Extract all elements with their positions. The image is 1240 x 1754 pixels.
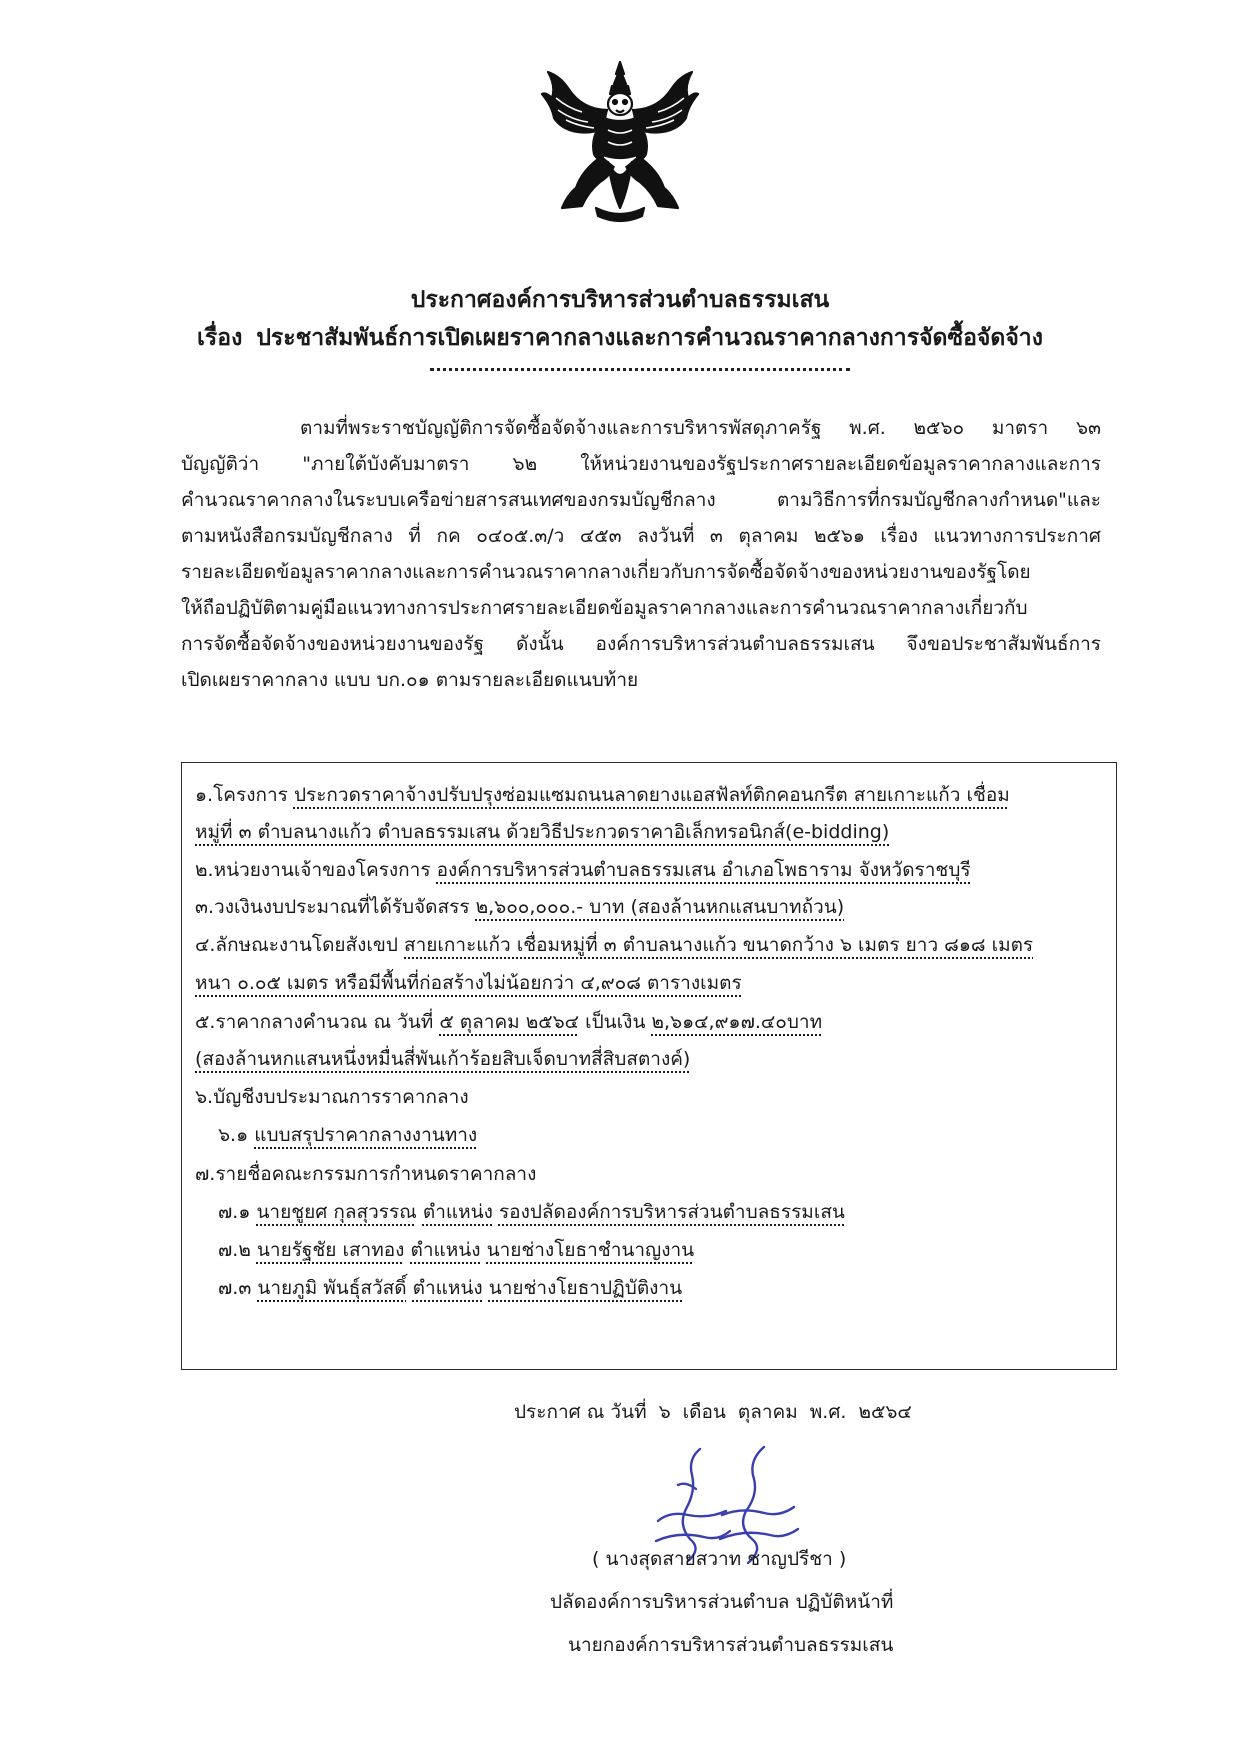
committee-label: ๗.รายชื่อคณะกรรมการกำหนดราคากลาง — [195, 1163, 537, 1185]
ref-1-value: แบบสรุปราคากลางงานทาง — [254, 1124, 478, 1146]
signer-position-1: ปลัดองค์การบริหารส่วนตำบล ปฏิบัติหน้าที่ — [550, 1591, 894, 1613]
announce-year: ๒๕๖๔ — [858, 1401, 912, 1423]
body-line: รายละเอียดข้อมูลราคากลางและการคำนวณราคากลางเกี่ยวกับการจัดซื้อจัดจ้างของหน่วยงานของรัฐโดย — [181, 561, 1031, 583]
member-position: รองปลัดองค์การบริหารส่วนตำบลธรรมเสน — [498, 1201, 845, 1223]
project-line-2: หมู่ที่ ๓ ตำบลนางแก้ว ตำบลธรรมเสน ด้วยวิธีประกวดราคาอิเล็กทรอนิกส์(e-bidding) — [195, 821, 890, 843]
ref-item — [195, 1082, 469, 1112]
member-num: ๗.๑ — [218, 1201, 251, 1223]
nature-line-1: สายเกาะแก้ว เชื่อมหมู่ที่ ๓ ตำบลนางแก้ว ขนาดกว้าง ๖ เมตร ยาว ๘๑๘ เมตร — [404, 934, 1034, 956]
project-item-cont — [195, 817, 889, 847]
member-name: นายชูยศ กุลสุวรรณ — [256, 1201, 417, 1223]
announcement-subject — [0, 320, 1240, 356]
project-item — [195, 780, 1010, 810]
price-amount-label: เป็นเงิน — [585, 1011, 646, 1033]
body-line: เปิดเผยราคากลาง แบบ บก.๐๑ ตามรายละเอียดแนบท้าย — [181, 669, 639, 691]
budget-label: ๓.วงเงินงบประมาณที่ได้รับจัดสรร — [195, 896, 470, 918]
garuda-emblem-icon — [538, 58, 702, 228]
price-amount: ๒,๖๑๔,๙๑๗.๔๐บาท — [651, 1011, 823, 1033]
announce-day: ๖ — [658, 1401, 671, 1423]
body-line: ให้ถือปฏิบัติตามคู่มือแนวทางการประกาศรายละเอียดข้อมูลราคากลางและการคำนวณราคากลางเกี่ยวกับ — [181, 597, 1028, 619]
price-words: (สองล้านหกแสนหนึ่งหมื่นสี่พันเก้าร้อยสิบเจ็ดบาทสี่สิบสตางค์) — [195, 1048, 691, 1070]
body-line: ตามที่พระราชบัญญัติการจัดซื้อจัดจ้างและการบริหารพัสดุภาครัฐ พ.ศ. ๒๕๖๐ มาตรา ๖๓ — [300, 417, 1101, 439]
nature-item — [195, 930, 1033, 960]
body-line: บัญญัติว่า "ภายใต้บังคับมาตรา ๖๒ ให้หน่วยงานของรัฐประกาศรายละเอียดข้อมูลราคากลางและการ — [181, 453, 1101, 475]
subject-text: ประชาสัมพันธ์การเปิดเผยราคากลางและการคำนวณราคากลางการจัดซื้อจัดจ้าง — [256, 325, 1043, 351]
title-divider — [430, 368, 850, 371]
nature-label: ๔.ลักษณะงานโดยสังเขป — [195, 934, 398, 956]
committee-item — [195, 1159, 536, 1189]
member-num: ๗.๒ — [218, 1239, 251, 1261]
member-position: นายช่างโยธาชำนาญงาน — [486, 1239, 695, 1261]
owner-item — [195, 855, 971, 885]
signer-position-2: นายกองค์การบริหารส่วนตำบลธรรมเสน — [568, 1634, 894, 1656]
owner-value: องค์การบริหารส่วนตำบลธรรมเสน อำเภอโพธาราม จังหวัดราชบุรี — [436, 859, 971, 881]
owner-label: ๒.หน่วยงานเจ้าของโครงการ — [195, 859, 431, 881]
body-line: ตามหนังสือกรมบัญชีกลาง ที่ กค ๐๔๐๕.๓/ว ๔๕๓ ลงวันที่ ๓ ตุลาคม ๒๕๖๑ เรื่อง แนวทางการประกาศ — [181, 525, 1101, 547]
member-name: นายรัฐชัย เสาทอง — [256, 1239, 405, 1261]
member-name: นายภูมิ พันธุ์สวัสดิ์ — [257, 1277, 407, 1299]
announce-prefix: ประกาศ ณ วันที่ — [514, 1401, 647, 1423]
ref-1-item — [218, 1120, 477, 1150]
announce-month-label: เดือน — [682, 1401, 726, 1423]
budget-item — [195, 892, 844, 922]
announce-date — [514, 1397, 924, 1427]
price-label: ๕.ราคากลางคำนวณ ณ วันที่ — [195, 1011, 434, 1033]
body-line: การจัดซื้อจัดจ้างของหน่วยงานของรัฐ ดังนั้น องค์การบริหารส่วนตำบลธรรมเสน จึงขอประชาสัมพันธ์การ — [181, 633, 1101, 655]
body-line: คำนวณราคากลางในระบบเครือข่ายสารสนเทศของกรมบัญชีกลาง ตามวิธีการที่กรมบัญชีกลางกำหนด"และ — [181, 489, 1101, 511]
announce-year-label: พ.ศ. — [809, 1401, 847, 1423]
price-date: ๕ ตุลาคม ๒๕๖๔ — [439, 1011, 580, 1033]
project-label: ๑.โครงการ — [195, 784, 288, 806]
ref-1-num: ๖.๑ — [218, 1124, 249, 1146]
member-position-label: ตำแหน่ง — [412, 1277, 483, 1299]
signer-name: ( นางสุดสายสวาท ชาญปรีชา ) — [592, 1548, 847, 1570]
announce-month: ตุลาคม — [737, 1401, 798, 1423]
budget-value: ๒,๖๐๐,๐๐๐.- บาท (สองล้านหกแสนบาทถ้วน) — [475, 896, 845, 918]
nature-item-cont — [195, 968, 742, 998]
member-position-label: ตำแหน่ง — [422, 1201, 493, 1223]
committee-member — [218, 1197, 845, 1227]
committee-member — [218, 1273, 682, 1303]
announcement-title: ประกาศองค์การบริหารส่วนตำบลธรรมเสน — [410, 287, 830, 313]
nature-line-2: หนา ๐.๐๕ เมตร หรือมีพื้นที่ก่อสร้างไม่น้อยกว่า ๔,๙๐๘ ตารางเมตร — [195, 972, 742, 994]
body-paragraph — [181, 410, 1101, 698]
price-words-item — [195, 1044, 690, 1074]
price-item — [195, 1007, 822, 1037]
member-position: นายช่างโยธาปฏิบัติงาน — [488, 1277, 683, 1299]
member-position-label: ตำแหน่ง — [410, 1239, 481, 1261]
subject-label: เรื่อง — [197, 325, 243, 351]
ref-label: ๖.บัญชีงบประมาณการราคากลาง — [195, 1086, 469, 1108]
project-line-1: ประกวดราคาจ้างปรับปรุงซ่อมแซมถนนลาดยางแอสฟัลท์ติกคอนกรีต สายเกาะแก้ว เชื่อม — [293, 784, 1010, 806]
member-num: ๗.๓ — [218, 1277, 252, 1299]
committee-member — [218, 1235, 694, 1265]
